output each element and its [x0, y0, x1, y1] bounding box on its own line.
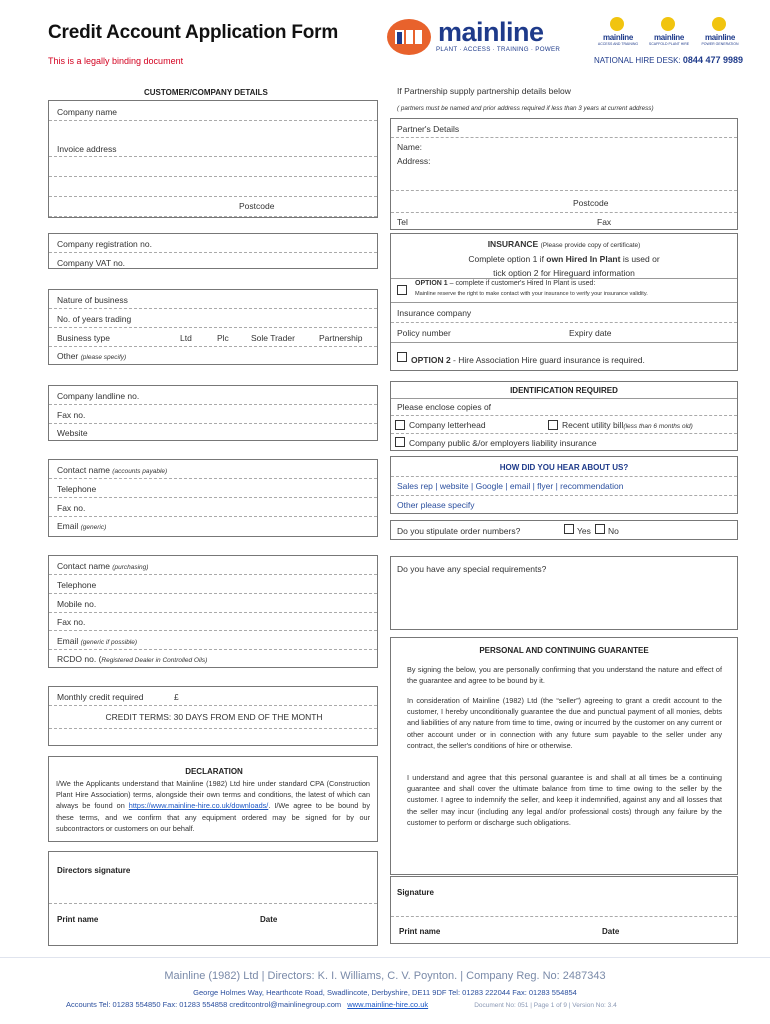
- credit-box: [48, 686, 378, 746]
- vat-label[interactable]: Company VAT no.: [57, 258, 126, 268]
- type-ltd[interactable]: Ltd: [180, 333, 192, 343]
- insurance-instructions-2: tick option 2 for Hireguard information: [493, 268, 635, 278]
- hear-options[interactable]: Sales rep | website | Google | email | flyer | recommendation: [397, 481, 624, 491]
- currency-symbol: £: [174, 692, 179, 702]
- order-numbers-label: Do you stipulate order numbers?: [397, 526, 521, 536]
- special-requirements-box[interactable]: [390, 556, 738, 630]
- other-label[interactable]: Other (please specify): [57, 351, 127, 361]
- directors-signature-field[interactable]: [49, 852, 377, 904]
- liability-checkbox[interactable]: [395, 437, 405, 447]
- purchasing-fax-field[interactable]: [49, 613, 377, 631]
- accounts-fax-label: Fax no.: [57, 503, 86, 513]
- division-logos: [594, 17, 744, 49]
- footer-company-line: Mainline (1982) Ltd | Directors: K. I. Williams, C. V. Poynton. | Company Reg. No: 2487343: [164, 970, 606, 982]
- document-info: Document No: 051 | Page 1 of 9 | Version No: 3.4: [474, 1002, 617, 1009]
- insurance-heading: INSURANCE (Please provide copy of certificate): [487, 239, 641, 249]
- partner-tel-label[interactable]: Tel: [397, 217, 408, 227]
- purchasing-telephone-field[interactable]: [49, 575, 377, 594]
- signature-box: [390, 876, 738, 944]
- type-partnership[interactable]: Partnership: [319, 333, 363, 343]
- access-logo-icon: [610, 17, 624, 31]
- liability-label: Company public &/or employers liability insurance: [409, 438, 597, 448]
- letterhead-label: Company letterhead: [409, 420, 486, 430]
- invoice-address-line-2[interactable]: [49, 157, 377, 177]
- logo-wordmark: mainline: [438, 17, 544, 47]
- invoice-address-label: Invoice address: [57, 144, 117, 154]
- footer-address-line: George Holmes Way, Hearthcote Road, Swadlincote, Derbyshire, DE11 9DF Tel: 01283 222044 Fax: 01283 554854: [193, 988, 577, 997]
- mainline-logo-icon: [386, 17, 432, 57]
- invoice-address-line-1[interactable]: [49, 137, 377, 157]
- company-name-label: Company name: [57, 107, 118, 117]
- postcode-field[interactable]: [49, 197, 377, 217]
- partner-address-label[interactable]: Address:: [397, 156, 431, 166]
- directors-signoff-box: [48, 851, 378, 946]
- logo-tagline: PLANT · ACCESS · TRAINING · POWER: [436, 46, 561, 53]
- insurance-company-label: Insurance company: [397, 308, 472, 318]
- option1-checkbox[interactable]: [397, 285, 407, 295]
- directors-signature-label: Directors signature: [57, 866, 131, 875]
- order-no-label: No: [608, 526, 619, 536]
- policy-number-label[interactable]: Policy number: [397, 328, 451, 338]
- registration-box: [48, 233, 378, 269]
- identification-heading: IDENTIFICATION REQUIRED: [510, 386, 618, 395]
- guarantee-heading: PERSONAL AND CONTINUING GUARANTEE: [479, 646, 649, 655]
- nature-label: Nature of business: [57, 295, 128, 305]
- hear-other[interactable]: Other please specify: [397, 500, 475, 510]
- option1-subtext: Mainline reserve the right to make contact with your insurance to verify your insurance validity.: [415, 291, 648, 297]
- power-logo-icon: [712, 17, 726, 31]
- accounts-telephone-field[interactable]: [49, 479, 377, 498]
- rcdo-label[interactable]: RCDO no. (Registered Dealer in Controlled Oils): [57, 654, 208, 664]
- partnership-note: ( partners must be named and prior address required if less than 3 years at current address): [397, 105, 654, 112]
- access-training-logo: mainline ACCESS AND TRAINING: [594, 17, 642, 49]
- order-yes-label: Yes: [577, 526, 591, 536]
- signature-label: Signature: [397, 888, 434, 897]
- declaration-heading: DECLARATION: [185, 767, 243, 776]
- footer-accounts-line: Accounts Tel: 01283 554850 Fax: 01283 554858 creditcontrol@mainlinegroup.com www.mainline-hire.co.uk Document No: 051 | Page 1 of 9 | Version No: 3.4: [66, 1000, 617, 1009]
- power-logo: mainline POWER GENERATION: [696, 17, 744, 49]
- purchasing-fax-label: Fax no.: [57, 617, 86, 627]
- credit-terms: CREDIT TERMS: 30 DAYS FROM END OF THE MONTH: [105, 712, 323, 722]
- option1-label: OPTION 1 – complete if customer's Hired In Plant is used:: [415, 280, 596, 287]
- purchasing-mobile-field[interactable]: [49, 594, 377, 613]
- purchasing-contact-box: [48, 555, 378, 668]
- accounts-contact-box: [48, 459, 378, 537]
- partner-fax-label[interactable]: Fax: [597, 217, 612, 227]
- downloads-link[interactable]: https://www.mainline-hire.co.uk/downloads/: [128, 801, 269, 811]
- registration-label: Company registration no.: [57, 239, 152, 249]
- guarantee-box: [390, 637, 738, 875]
- order-yes-checkbox[interactable]: [564, 524, 574, 534]
- website-label[interactable]: Website: [57, 428, 88, 438]
- fax-label: Fax no.: [57, 410, 86, 420]
- accounts-email-label[interactable]: Email (generic): [57, 521, 107, 531]
- page-title: Credit Account Application Form: [48, 22, 339, 43]
- hire-desk-number: 0844 477 9989: [682, 55, 743, 65]
- declaration-box: [48, 756, 378, 842]
- option2-label: OPTION 2 - Hire Association Hire guard insurance is required.: [411, 355, 645, 365]
- accounts-telephone-label: Telephone: [57, 484, 97, 494]
- signature-field[interactable]: [391, 877, 737, 917]
- footer-website-link[interactable]: www.mainline-hire.co.uk: [347, 1000, 429, 1009]
- fax-field[interactable]: [49, 405, 377, 424]
- accounts-fax-field[interactable]: [49, 498, 377, 517]
- purchasing-mobile-label: Mobile no.: [57, 599, 97, 609]
- partner-postcode-label: Postcode: [573, 198, 609, 208]
- customer-heading: CUSTOMER/COMPANY DETAILS: [144, 88, 268, 97]
- insurance-box: [390, 233, 738, 371]
- type-plc[interactable]: Plc: [217, 333, 229, 343]
- partner-details-box: [390, 118, 738, 230]
- guarantor-date-label[interactable]: Date: [602, 927, 620, 936]
- monthly-credit-label: Monthly credit required: [57, 692, 144, 702]
- partner-postcode-field[interactable]: [391, 191, 737, 213]
- id-check-row: [391, 416, 737, 434]
- type-sole-trader[interactable]: Sole Trader: [251, 333, 295, 343]
- company-contact-box: [48, 385, 378, 441]
- utility-label: Recent utility bill(less than 6 months old): [562, 420, 693, 430]
- accounts-contact-label: Contact name (accounts payable): [57, 465, 168, 475]
- binding-note: This is a legally binding document: [48, 56, 184, 66]
- date-label[interactable]: Date: [260, 915, 278, 924]
- scaffold-logo: mainline SCAFFOLD PLANT HIRE: [645, 17, 693, 49]
- business-box: [48, 289, 378, 365]
- hear-about-box: [390, 456, 738, 514]
- purchasing-email-label: Email (generic if possible): [57, 636, 137, 646]
- scaffold-logo-icon: [661, 17, 675, 31]
- years-label: No. of years trading: [57, 314, 132, 324]
- hire-desk: NATIONAL HIRE DESK: 0844 477 9989: [594, 55, 743, 65]
- order-numbers-box: [390, 520, 738, 540]
- guarantee-paragraph-1: By signing the below, you are personally confirming that you understand the nature and effect of the guarantee and agree to be bound by it.: [407, 665, 722, 686]
- declaration-text: I/We the Applicants understand that Mainline (1982) Ltd hire under standard CPA (Construction Plant Hire Association) terms, alongside their own terms and conditions, the latest of which can always be found on https://www.mainline-hire.co.uk/downloads/. I/We agree to be bound by these terms, and we confirm that any equipment ordered may be signed for by our subcontractors or customers on our behalf.: [56, 779, 371, 833]
- mainline-logo: [386, 17, 561, 59]
- hear-heading: HOW DID YOU HEAR ABOUT US?: [499, 463, 629, 472]
- guarantee-paragraph-2: In consideration of Mainline (1982) Ltd (the “seller”) agreeing to grant a credit account to the customer, I hereby unconditionally guarantee the due and punctual payment of all monies, debts and liabilities of any nature from time to time, owing or incurred by the customer on any current or other account under or in connection with any future sum payable to the seller under any contract, the seller's conditions of hire or otherwise.: [407, 696, 722, 750]
- option2-checkbox[interactable]: [397, 352, 407, 362]
- order-no-checkbox[interactable]: [595, 524, 605, 534]
- purchasing-telephone-label: Telephone: [57, 580, 97, 590]
- guarantor-print-name-label[interactable]: Print name: [399, 927, 441, 936]
- partnership-intro: If Partnership supply partnership details below: [397, 86, 571, 96]
- partner-details-label: Partner's Details: [397, 124, 460, 134]
- landline-label: Company landline no.: [57, 391, 140, 401]
- business-type-label: Business type: [57, 333, 110, 343]
- partner-address-line[interactable]: [391, 171, 737, 191]
- insurance-instructions-1: Complete option 1 if own Hired In Plant is used or: [468, 254, 660, 264]
- footer-divider: [0, 957, 770, 958]
- enclose-label: Please enclose copies of: [397, 402, 492, 412]
- identification-box: [390, 381, 738, 451]
- special-requirements-label: Do you have any special requirements?: [397, 564, 547, 574]
- postcode-label: Postcode: [239, 201, 275, 211]
- partner-name-label[interactable]: Name:: [397, 142, 423, 152]
- expiry-date-label[interactable]: Expiry date: [569, 328, 612, 338]
- print-name-label[interactable]: Print name: [57, 915, 99, 924]
- invoice-address-line-3[interactable]: [49, 177, 377, 197]
- guarantee-paragraph-3: I understand and agree that this personal guarantee is and shall at all times be a continuing guarantee and shall cover the ultimate balance from time to time owing to the seller by the customer. I agree to indemnify the seller, and keep it indemnified, against any and all losses that the seller may incur (including any legal and/or professional costs) through any failure by the customer to perform or discharge such obligations.: [407, 773, 722, 827]
- purchasing-contact-label: Contact name (purchasing): [57, 561, 149, 571]
- customer-details-box: [48, 100, 378, 218]
